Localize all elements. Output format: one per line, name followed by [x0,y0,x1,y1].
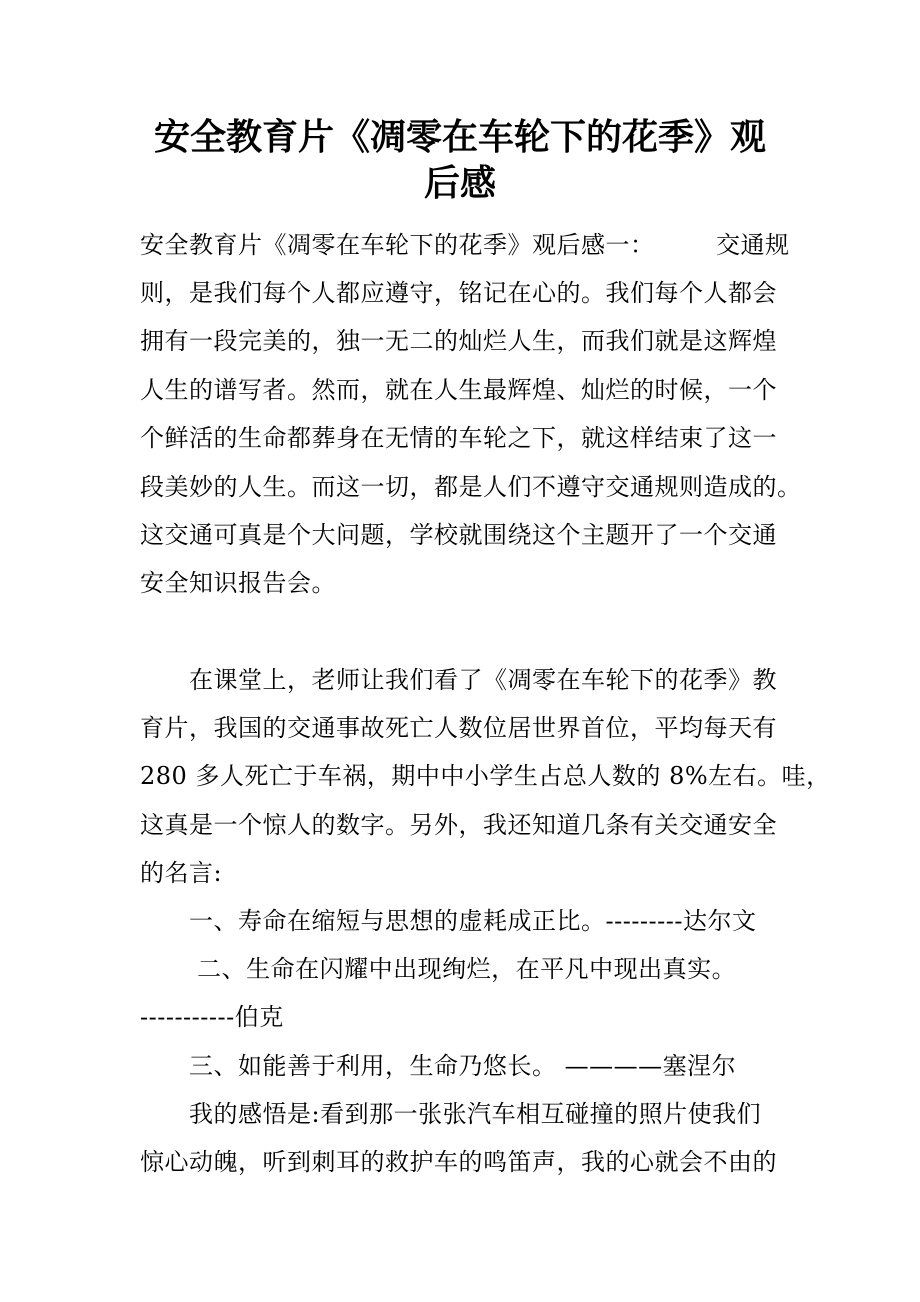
text-line: 这真是一个惊人的数字。另外，我还知道几条有关交通安全 [140,811,777,839]
quote-line: 一、寿命在缩短与思想的虚耗成正比。---------达尔文 [140,907,757,935]
text-line: 我的感悟是:看到那一张张汽车相互碰撞的照片使我们 [140,1100,762,1128]
text-line: 安全知识报告会。 [140,569,336,597]
text-line: 在课堂上，老师让我们看了《凋零在车轮下的花季》教 [140,666,777,694]
text-line: 则，是我们每个人都应遵守，铭记在心的。我们每个人都会 [140,279,777,307]
text-line: 280 多人死亡于车祸，期中中小学生占总人数的 8%左右。哇， [140,762,831,790]
text-line: 育片，我国的交通事故死亡人数位居世界首位，平均每天有 [140,714,777,742]
title-line-2: 后感 [423,162,496,204]
quote-line: 三、如能善于利用，生命乃悠长。 ————塞涅尔 [140,1052,737,1080]
text-line: 安全教育片《凋零在车轮下的花季》观后感一： 交通规 [140,231,790,259]
text-line: 拥有一段完美的，独一无二的灿烂人生，而我们就是这辉煌 [140,327,777,355]
text-line: 个鲜活的生命都葬身在无情的车轮之下，就这样结束了这一 [140,424,777,452]
text-line: 这交通可真是个大问题，学校就围绕这个主题开了一个交通 [140,521,777,549]
quote-line: 二、生命在闪耀中出现绚烂，在平凡中现出真实。 [140,955,737,983]
text-line: 人生的谱写者。然而，就在人生最辉煌、灿烂的时候，一个 [140,376,777,404]
title-line-1: 安全教育片《凋零在车轮下的花季》观 [153,116,766,158]
quote-line: -----------伯克 [140,1003,284,1031]
text-line: 惊心动魄，听到刺耳的救护车的鸣笛声，我的心就会不由的 [140,1148,777,1176]
text-line: 段美妙的人生。而这一切，都是人们不遵守交通规则造成的。 [140,473,802,501]
text-line: 的名言: [140,859,223,887]
